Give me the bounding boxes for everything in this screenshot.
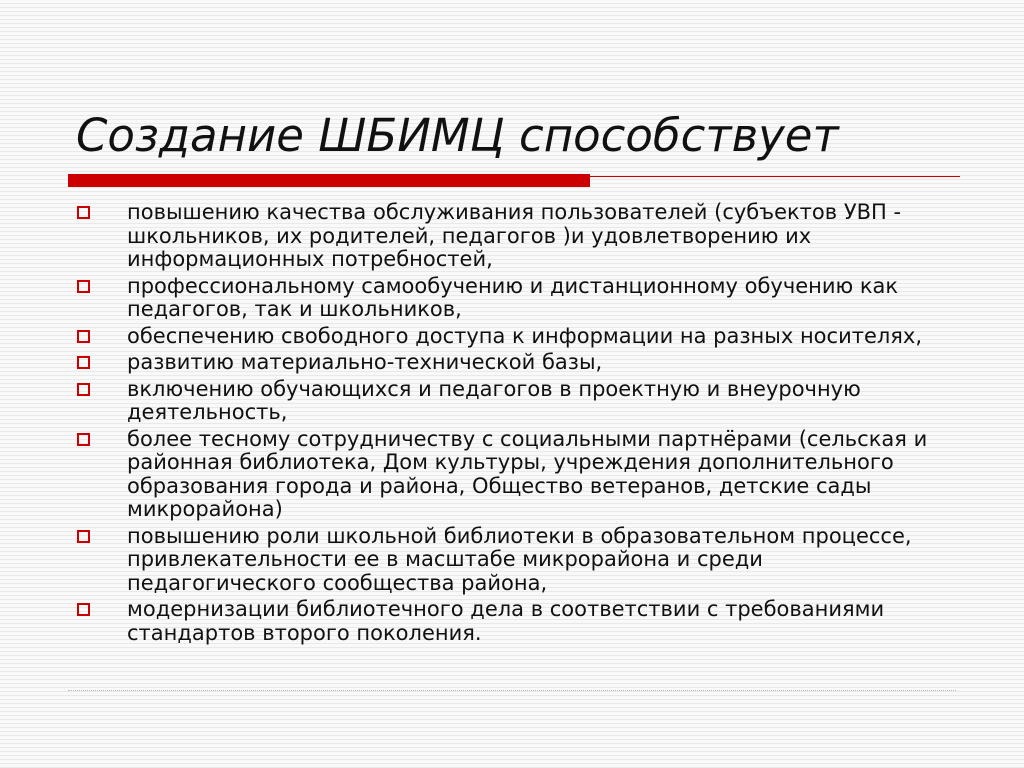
list-item (76, 598, 956, 645)
hollow-square-bullet-icon (77, 206, 90, 219)
list-item-text: более тесному сотрудничеству с социальными партнёрами (сельская и районная библиотека, Дом культуры, учреждения дополнительного образования города и района, Общество ветеранов, детские сады микрорайона) (127, 426, 928, 521)
list-item (76, 325, 956, 349)
title-underline-accent (68, 174, 590, 187)
bullet-list (76, 201, 956, 648)
hollow-square-bullet-icon (77, 530, 90, 543)
list-item-text: включению обучающихся и педагогов в проектную и внеурочную деятельность, (127, 376, 861, 424)
hollow-square-bullet-icon (77, 603, 90, 616)
list-item-text: модернизации библиотечного дела в соответствии с требованиями стандартов второго поколения. (127, 597, 885, 645)
list-item-text: повышению роли школьной библиотеки в образовательном процессе, привлекательности ее в масштабе микрорайона и среди педагогического сообщества района, (127, 523, 912, 595)
hollow-square-bullet-icon (77, 330, 90, 343)
title-underline-thin (590, 176, 960, 177)
hollow-square-bullet-icon (77, 433, 90, 446)
list-item-text: профессиональному самообучению и дистанционному обучению как педагогов, так и школьников, (127, 273, 899, 321)
list-item-text: развитию материально-технической базы, (127, 350, 603, 374)
list-item (76, 378, 956, 425)
list-item-text: повышению качества обслуживания пользователей (субъектов УВП - школьников, их родителей, педагогов )и удовлетворению их информационных потребностей, (127, 200, 902, 271)
list-item (76, 525, 956, 596)
hollow-square-bullet-icon (77, 356, 90, 369)
list-item (76, 201, 956, 272)
footer-divider (68, 690, 956, 691)
list-item-text: обеспечению свободного доступа к информации на разных носителях, (127, 323, 923, 348)
list-item (76, 351, 956, 375)
slide-title: Создание ШБИМЦ способствует (76, 109, 839, 162)
hollow-square-bullet-icon (77, 280, 90, 293)
list-item (76, 428, 956, 522)
list-item (76, 275, 956, 322)
hollow-square-bullet-icon (77, 383, 90, 396)
